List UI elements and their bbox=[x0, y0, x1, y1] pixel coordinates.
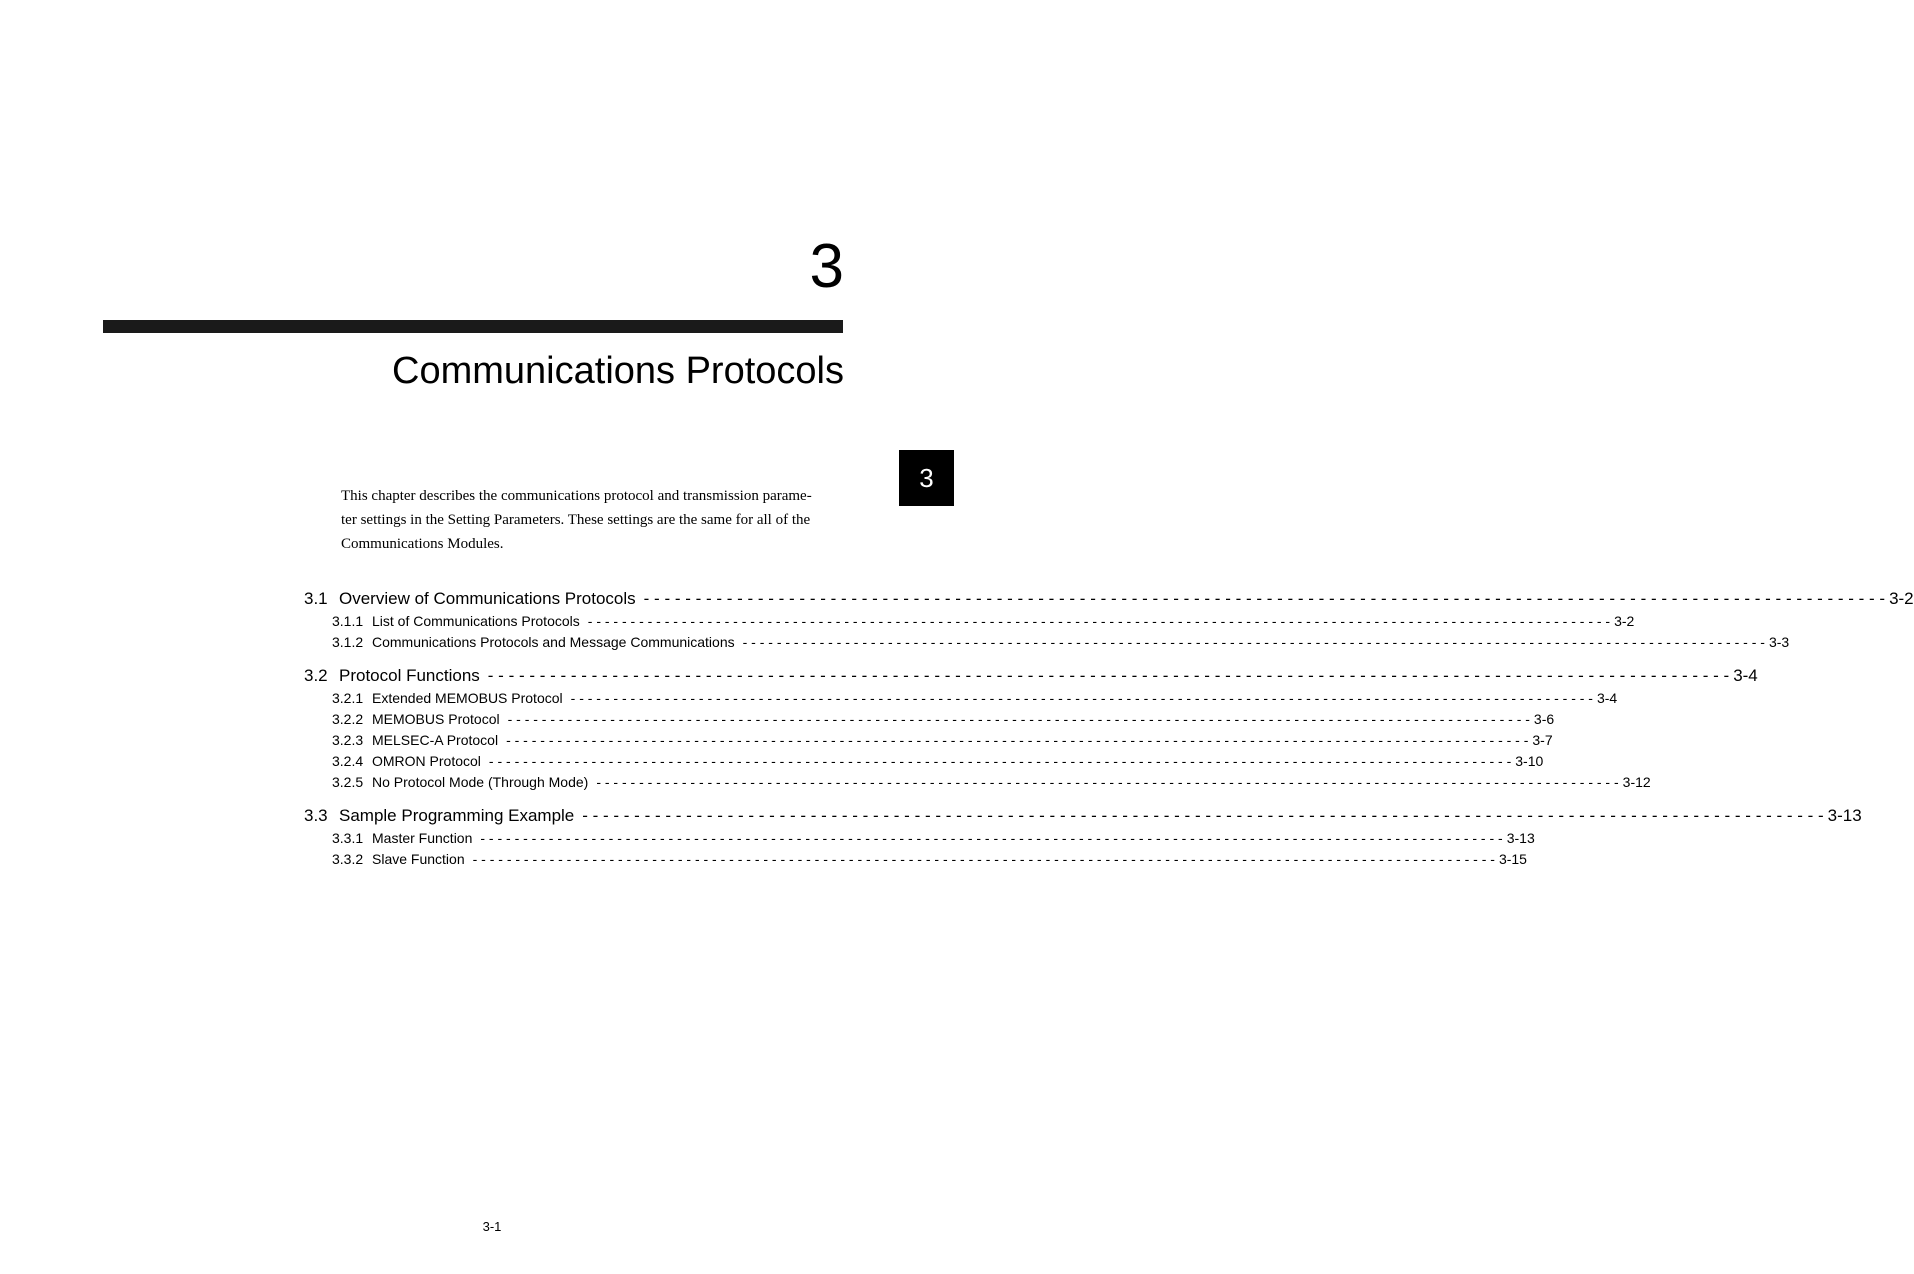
toc-page-number: 3-12 bbox=[1622, 774, 1651, 790]
toc-section-number: 3.1 bbox=[304, 589, 328, 608]
toc-entry-3-2[interactable] bbox=[304, 663, 1758, 688]
toc-entry-3-1-2[interactable] bbox=[304, 632, 1790, 653]
toc-section-number: 3.2.5 bbox=[332, 774, 364, 790]
toc-section-title: Slave Function bbox=[372, 851, 465, 867]
chapter-side-tab: 3 bbox=[899, 450, 954, 506]
toc-section-title: MELSEC-A Protocol bbox=[372, 732, 499, 748]
table-of-contents bbox=[304, 586, 1914, 870]
toc-section-title: List of Communications Protocols bbox=[372, 613, 580, 629]
toc-page-number: 3-6 bbox=[1533, 711, 1555, 727]
toc-section-number: 3.2.4 bbox=[332, 753, 364, 769]
toc-dot-leader: - - - - - - - - - - - - - - - - - - - - - - - - - - - - - - - - - - - - - - - - - - - - - - - - - - - - - - - - - - - - - - - - - - - - - - - - - - - - - - - - - - - - - - - - - - - - - - - - - - - - - - - - - - - - - - - - - - - - - - - - bbox=[587, 613, 1611, 629]
toc-page-number: 3-10 bbox=[1515, 753, 1544, 769]
toc-section-title: OMRON Protocol bbox=[372, 753, 481, 769]
toc-section-number: 3.2.3 bbox=[332, 732, 364, 748]
toc-section-title: Overview of Communications Protocols bbox=[339, 589, 636, 608]
toc-dot-leader: - - - - - - - - - - - - - - - - - - - - - - - - - - - - - - - - - - - - - - - - - - - - - - - - - - - - - - - - - - - - - - - - - - - - - - - - - - - - - - - - - - - - - - - - - - - - - - - - - - - - - - - - - - - - - - - - - - - - - - - - bbox=[643, 589, 1886, 608]
toc-dot-leader: - - - - - - - - - - - - - - - - - - - - - - - - - - - - - - - - - - - - - - - - - - - - - - - - - - - - - - - - - - - - - - - - - - - - - - - - - - - - - - - - - - - - - - - - - - - - - - - - - - - - - - - - - - - - - - - - - - - - - - - - bbox=[507, 711, 1530, 727]
toc-dot-leader: - - - - - - - - - - - - - - - - - - - - - - - - - - - - - - - - - - - - - - - - - - - - - - - - - - - - - - - - - - - - - - - - - - - - - - - - - - - - - - - - - - - - - - - - - - - - - - - - - - - - - - - - - - - - - - - - - - - - - - - - bbox=[596, 774, 1619, 790]
toc-section-number: 3.2.2 bbox=[332, 711, 364, 727]
toc-dot-leader: - - - - - - - - - - - - - - - - - - - - - - - - - - - - - - - - - - - - - - - - - - - - - - - - - - - - - - - - - - - - - - - - - - - - - - - - - - - - - - - - - - - - - - - - - - - - - - - - - - - - - - - - - - - - - - - - - - - - - - - - bbox=[472, 851, 1495, 867]
toc-entry-3-3[interactable] bbox=[304, 803, 1862, 828]
toc-dot-leader: - - - - - - - - - - - - - - - - - - - - - - - - - - - - - - - - - - - - - - - - - - - - - - - - - - - - - - - - - - - - - - - - - - - - - - - - - - - - - - - - - - - - - - - - - - - - - - - - - - - - - - - - - - - - - - - - - - - - - - - - bbox=[487, 666, 1730, 685]
toc-section-number: 3.1.2 bbox=[332, 634, 364, 650]
toc-section-title: Communications Protocols and Message Communications bbox=[372, 634, 735, 650]
toc-section-title: Master Function bbox=[372, 830, 473, 846]
toc-page-number: 3-7 bbox=[1532, 732, 1553, 748]
toc-section-number: 3.2 bbox=[304, 666, 328, 685]
toc-section-number: 3.3.2 bbox=[332, 851, 364, 867]
toc-entry-3-3-2[interactable] bbox=[304, 849, 1527, 870]
toc-entry-3-2-2[interactable] bbox=[304, 709, 1555, 730]
intro-line: Communications Modules. bbox=[341, 536, 504, 552]
toc-dot-leader: - - - - - - - - - - - - - - - - - - - - - - - - - - - - - - - - - - - - - - - - - - - - - - - - - - - - - - - - - - - - - - - - - - - - - - - - - - - - - - - - - - - - - - - - - - - - - - - - - - - - - - - - - - - - - - - - - - - - - - - - bbox=[488, 753, 1512, 769]
toc-page-number: 3-13 bbox=[1506, 830, 1535, 846]
toc-entry-3-2-1[interactable] bbox=[304, 688, 1618, 709]
chapter-number: 3 bbox=[809, 232, 844, 301]
toc-page-number: 3-13 bbox=[1827, 806, 1862, 825]
intro-line: ter settings in the Setting Parameters. These settings are the same for all of the bbox=[341, 512, 811, 528]
toc-page-number: 3-4 bbox=[1596, 690, 1618, 706]
toc-entry-3-2-3[interactable] bbox=[304, 730, 1553, 751]
toc-dot-leader: - - - - - - - - - - - - - - - - - - - - - - - - - - - - - - - - - - - - - - - - - - - - - - - - - - - - - - - - - - - - - - - - - - - - - - - - - - - - - - - - - - - - - - - - - - - - - - - - - - - - - - - - - - - - - - - - - - - - - - - - bbox=[582, 806, 1824, 825]
toc-dot-leader: - - - - - - - - - - - - - - - - - - - - - - - - - - - - - - - - - - - - - - - - - - - - - - - - - - - - - - - - - - - - - - - - - - - - - - - - - - - - - - - - - - - - - - - - - - - - - - - - - - - - - - - - - - - - - - - - - - - - - - - - bbox=[506, 732, 1529, 748]
page-number: 3-1 bbox=[482, 1219, 502, 1234]
toc-entry-3-2-4[interactable] bbox=[304, 751, 1544, 772]
toc-page-number: 3-3 bbox=[1768, 634, 1790, 650]
chapter-intro bbox=[341, 484, 844, 556]
toc-page-number: 3-2 bbox=[1614, 613, 1635, 629]
toc-page-number: 3-2 bbox=[1889, 589, 1914, 608]
chapter-rule bbox=[103, 320, 843, 333]
toc-page-number: 3-15 bbox=[1498, 851, 1527, 867]
toc-page-number: 3-4 bbox=[1733, 666, 1758, 685]
toc-section-number: 3.1.1 bbox=[332, 613, 364, 629]
toc-section-number: 3.3.1 bbox=[332, 830, 364, 846]
intro-line: This chapter describes the communications protocol and transmission parame- bbox=[341, 488, 812, 504]
toc-dot-leader: - - - - - - - - - - - - - - - - - - - - - - - - - - - - - - - - - - - - - - - - - - - - - - - - - - - - - - - - - - - - - - - - - - - - - - - - - - - - - - - - - - - - - - - - - - - - - - - - - - - - - - - - - - - - - - - - - - - - - - - - bbox=[570, 690, 1593, 706]
toc-section-title: Protocol Functions bbox=[339, 666, 480, 685]
toc-dot-leader: - - - - - - - - - - - - - - - - - - - - - - - - - - - - - - - - - - - - - - - - - - - - - - - - - - - - - - - - - - - - - - - - - - - - - - - - - - - - - - - - - - - - - - - - - - - - - - - - - - - - - - - - - - - - - - - - - - - - - - - - bbox=[742, 634, 1765, 650]
toc-entry-3-1[interactable] bbox=[304, 586, 1914, 611]
toc-section-title: No Protocol Mode (Through Mode) bbox=[372, 774, 589, 790]
toc-section-title: MEMOBUS Protocol bbox=[372, 711, 500, 727]
toc-section-number: 3.2.1 bbox=[332, 690, 364, 706]
toc-section-number: 3.3 bbox=[304, 806, 328, 825]
toc-section-title: Sample Programming Example bbox=[339, 806, 575, 825]
toc-dot-leader: - - - - - - - - - - - - - - - - - - - - - - - - - - - - - - - - - - - - - - - - - - - - - - - - - - - - - - - - - - - - - - - - - - - - - - - - - - - - - - - - - - - - - - - - - - - - - - - - - - - - - - - - - - - - - - - - - - - - - - - - bbox=[480, 830, 1503, 846]
toc-section-title: Extended MEMOBUS Protocol bbox=[372, 690, 563, 706]
toc-entry-3-3-1[interactable] bbox=[304, 828, 1535, 849]
toc-entry-3-2-5[interactable] bbox=[304, 772, 1651, 793]
toc-entry-3-1-1[interactable] bbox=[304, 611, 1635, 632]
chapter-title: Communications Protocols bbox=[392, 350, 844, 392]
